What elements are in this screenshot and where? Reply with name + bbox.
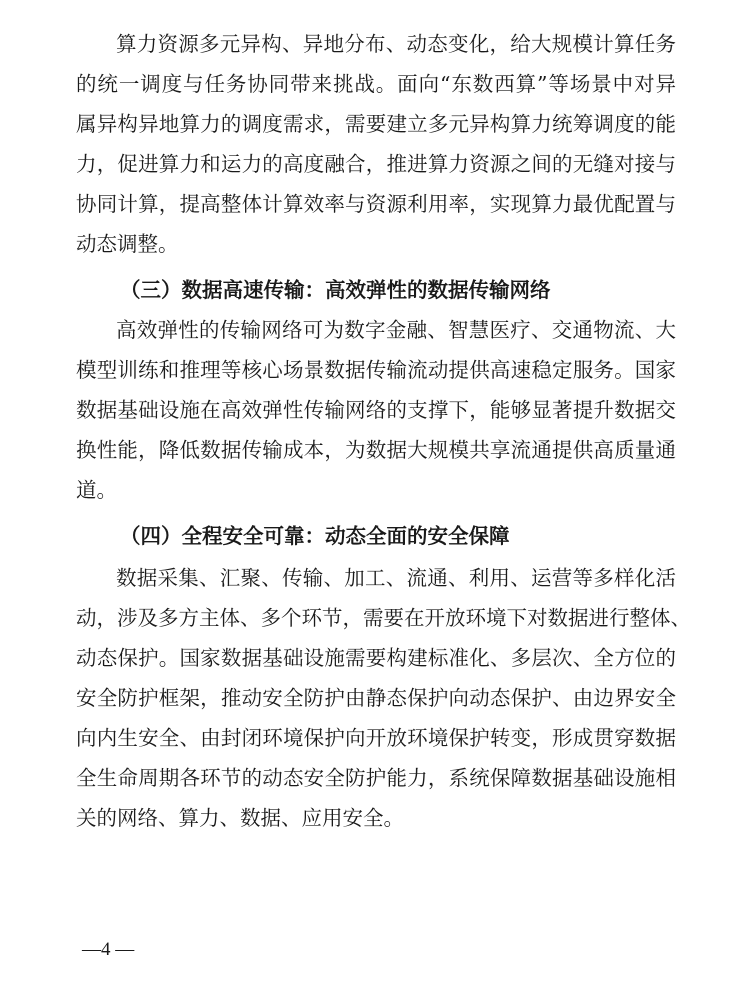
page-number: —4 — (82, 939, 135, 960)
paragraph-line: 关的网络、算力、数据、应用安全。 (76, 806, 404, 830)
paragraph-line: 模型训练和推理等核心场景数据传输流动提供高速稳定服务。国家 (76, 358, 676, 382)
paragraph-line: 协同计算，提高整体计算效率与资源利用率，实现算力最优配置与 (76, 192, 676, 216)
paragraph-line: 全生命周期各环节的动态安全防护能力，系统保障数据基础设施相 (76, 766, 676, 790)
paragraph-line: 的统一调度与任务协同带来挑战。面向“东数西算”等场景中对异 (76, 72, 676, 96)
paragraph-line: 力，促进算力和运力的高度融合，推进算力资源之间的无缝对接与 (76, 152, 676, 176)
paragraph-line: 道。 (76, 478, 117, 502)
paragraph-line: 安全防护框架，推动安全防护由静态保护向动态保护、由边界安全 (76, 686, 676, 710)
paragraph-line: 动态调整。 (76, 232, 179, 256)
paragraph-line: 向内生安全、由封闭环境保护向开放环境保护转变，形成贯穿数据 (76, 726, 676, 750)
paragraph-line: 数据基础设施在高效弹性传输网络的支撑下，能够显著提升数据交 (76, 398, 676, 422)
paragraph-line: 换性能，降低数据传输成本，为数据大规模共享流通提供高质量通 (76, 438, 676, 462)
paragraph-line: 属异构异地算力的调度需求，需要建立多元异构算力统筹调度的能 (76, 112, 676, 136)
paragraph-line: 算力资源多元异构、异地分布、动态变化，给大规模计算任务 (116, 32, 676, 56)
paragraph-line: 动态保护。国家数据基础设施需要构建标准化、多层次、全方位的 (76, 646, 676, 670)
paragraph-line: 数据采集、汇聚、传输、加工、流通、利用、运营等多样化活 (116, 566, 676, 590)
paragraph-line: 高效弹性的传输网络可为数字金融、智慧医疗、交通物流、大 (116, 318, 676, 342)
paragraph-line: 动，涉及多方主体、多个环节，需要在开放环境下对数据进行整体、 (76, 606, 691, 630)
section-heading: （三）数据高速传输：高效弹性的数据传输网络 (120, 278, 551, 302)
section-heading: （四）全程安全可靠：动态全面的安全保障 (120, 524, 510, 548)
